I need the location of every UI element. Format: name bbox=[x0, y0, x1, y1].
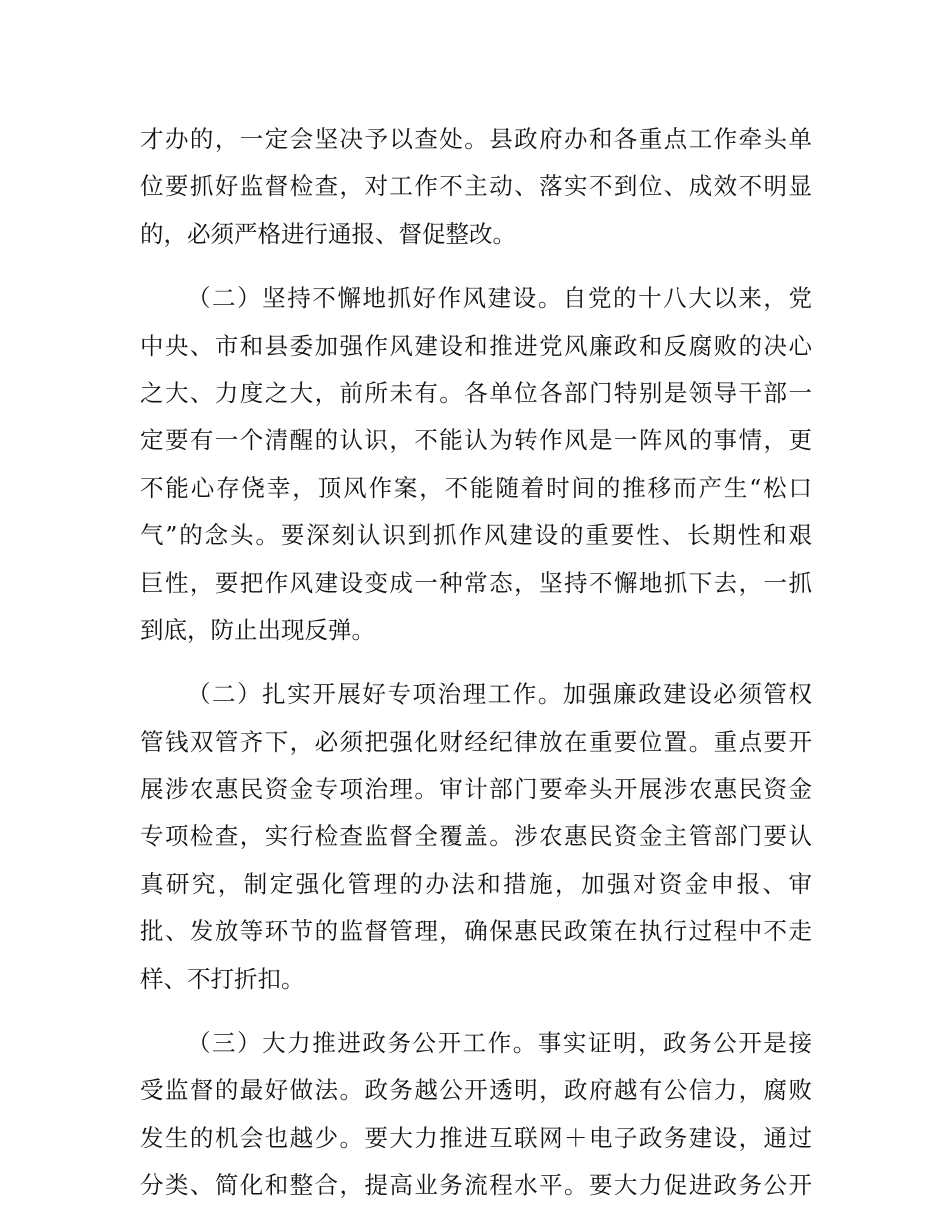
paragraph-2 bbox=[140, 275, 812, 654]
text-line: 受监督的最好做法。政务越公开透明，政府越有公信力，腐败 bbox=[140, 1076, 812, 1105]
text-line: 样、不打折扣。 bbox=[140, 964, 305, 993]
text-line: 巨性，要把作风建设变成一种常态，坚持不懈地抓下去，一抓 bbox=[140, 568, 812, 597]
text-line: 发生的机会也越少。要大力推进互联网＋电子政务建设，通过 bbox=[140, 1123, 812, 1152]
paragraph-1 bbox=[140, 116, 812, 258]
text-line: 不能心存侥幸，顶风作案，不能随着时间的推移而产生“松口 bbox=[140, 473, 812, 502]
text-line: （二）扎实开展好专项治理工作。加强廉政建设必须管权 bbox=[187, 680, 812, 709]
text-line: 到底，防止出现反弹。 bbox=[140, 615, 375, 644]
text-line: 的，必须严格进行通报、督促整改。 bbox=[140, 219, 516, 248]
document-body bbox=[140, 116, 812, 1210]
text-line: 定要有一个清醒的认识，不能认为转作风是一阵风的事情，更 bbox=[140, 426, 812, 455]
paragraph-3 bbox=[140, 671, 812, 1003]
text-line: 批、发放等环节的监督管理，确保惠民政策在执行过程中不走 bbox=[140, 917, 812, 946]
text-line: （三）大力推进政务公开工作。事实证明，政务公开是接 bbox=[187, 1029, 812, 1058]
text-line: 中央、市和县委加强作风建设和推进党风廉政和反腐败的决心 bbox=[140, 331, 812, 360]
text-line: 分类、简化和整合，提高业务流程水平。要大力促进政务公开 bbox=[140, 1171, 812, 1200]
text-line: 管钱双管齐下，必须把强化财经纪律放在重要位置。重点要开 bbox=[140, 727, 812, 756]
text-line: 真研究，制定强化管理的办法和措施，加强对资金申报、审 bbox=[140, 869, 812, 898]
text-line: 位要抓好监督检查，对工作不主动、落实不到位、成效不明显 bbox=[140, 172, 812, 201]
text-line: （二）坚持不懈地抓好作风建设。自党的十八大以来，党 bbox=[187, 284, 812, 313]
text-line: 才办的，一定会坚决予以查处。县政府办和各重点工作牵头单 bbox=[140, 125, 812, 153]
text-line: 之大、力度之大，前所未有。各单位各部门特别是领导干部一 bbox=[140, 378, 812, 407]
text-line: 气”的念头。要深刻认识到抓作风建设的重要性、长期性和艰 bbox=[140, 521, 812, 550]
text-line: 专项检查，实行检查监督全覆盖。涉农惠民资金主管部门要认 bbox=[140, 822, 812, 851]
paragraph-4 bbox=[140, 1020, 812, 1210]
text-line: 展涉农惠民资金专项治理。审计部门要牵头开展涉农惠民资金 bbox=[140, 775, 812, 804]
